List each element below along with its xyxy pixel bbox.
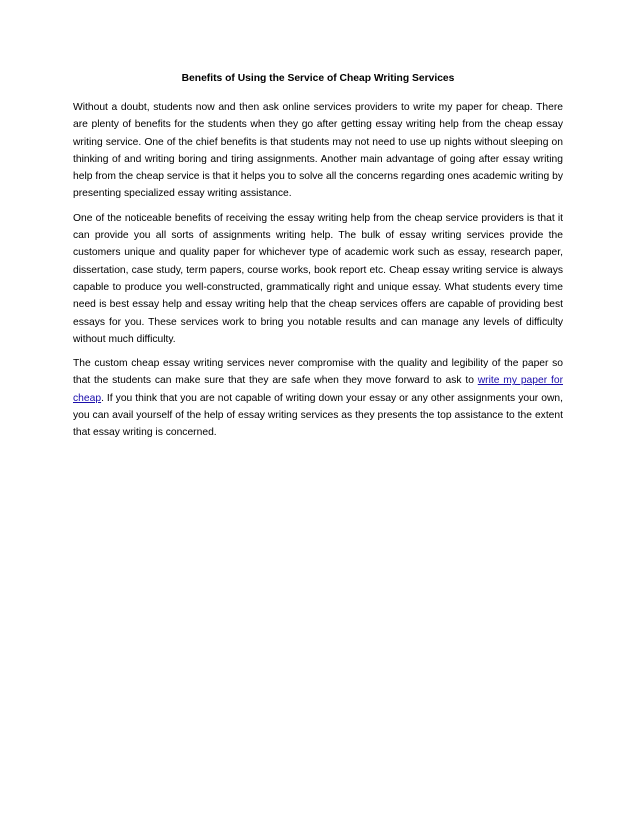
write-my-paper-link[interactable]: write my paper for cheap — [73, 375, 563, 404]
paragraph-2: One of the noticeable benefits of receiving the essay writing help from the cheap service providers is that it can provide you all sorts of assignments writing help. The bulk of essay writing services provide the customers unique and quality paper for whichever type of academic work such as essay, research paper, dissertation, case study, term papers, course works, book report etc. Cheap essay writing service is always capable to produce you well-constructed, grammatically right and unique essay. What students every time need is best essay help and essay writing help that the cheap services offers are capable of providing best essays for you. These services work to bring you notable results and can manage any levels of difficulty without much difficulty. — [73, 212, 563, 345]
paragraph-1: Without a doubt, students now and then ask online services providers to write my paper for cheap. There are plenty of benefits for the students when they go after getting essay writing help from the cheap essay writing service. One of the chief benefits is that students may not need to use up nights without sleeping on thinking of and writing boring and tiring assignments. Another main advantage of going after essay writing help from the cheap service is that it helps you to solve all the concerns regarding ones academic writing by presenting specialized essay writing assistance. — [73, 102, 563, 200]
paragraph-3-text-before-link: The custom cheap essay writing services never compromise with the quality and legibility of the paper so that the students can make sure that they are safe when they move forward to ask to — [73, 358, 563, 387]
document-title: Benefits of Using the Service of Cheap Writing Services — [181, 73, 455, 84]
paragraph-3 — [73, 355, 563, 441]
paragraph-3-text-after-link: . If you think that you are not capable of writing down your essay or any other assignments your own, you can avail yourself of the help of essay writing services as they presents the top assistance to the extent that essay writing is concerned. — [73, 392, 563, 439]
document-page — [73, 72, 563, 449]
